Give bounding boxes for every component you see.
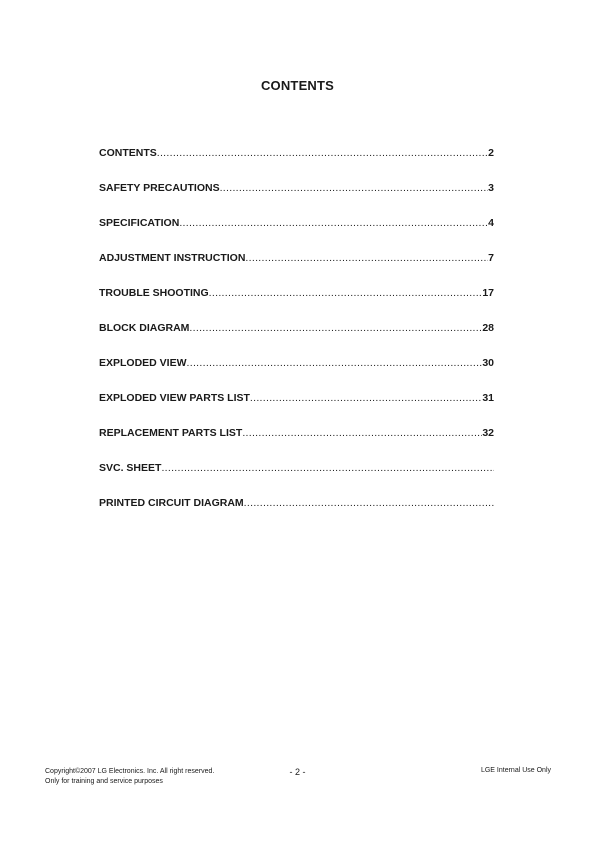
toc-entry-label: EXPLODED VIEW PARTS LIST (99, 392, 250, 404)
toc-entry-page: 4 (488, 217, 494, 229)
footer-copyright: Copyright©2007 LG Electronics. Inc. All right reserved. (45, 768, 215, 775)
page-title: CONTENTS (260, 78, 335, 93)
toc-entry-adjustment-instruction[interactable] (99, 252, 494, 287)
toc-entry-label: ADJUSTMENT INSTRUCTION (99, 252, 246, 264)
toc-dot-leader (245, 252, 488, 264)
toc-entry-exploded-view-parts-list[interactable] (99, 392, 494, 427)
toc-entry-page: 7 (488, 252, 494, 264)
toc-entry-label: SVC. SHEET (99, 462, 162, 474)
toc-entry-label: REPLACEMENT PARTS LIST (99, 427, 243, 439)
toc-entry-label: EXPLODED VIEW (99, 357, 187, 369)
toc-dot-leader (179, 217, 488, 229)
toc-entry-safety-precautions[interactable] (99, 182, 494, 217)
toc-entry-page: 31 (482, 392, 494, 404)
toc-entry-page: 17 (482, 287, 494, 299)
table-of-contents (99, 147, 494, 532)
toc-entry-specification[interactable] (99, 217, 494, 252)
toc-dot-leader (161, 462, 494, 474)
toc-entry-page: 2 (488, 147, 494, 159)
toc-dot-leader (250, 392, 482, 404)
toc-entry-label: CONTENTS (99, 147, 157, 159)
toc-entry-label: BLOCK DIAGRAM (99, 322, 190, 334)
toc-dot-leader (189, 322, 482, 334)
toc-entry-label: SAFETY PRECAUTIONS (99, 182, 220, 194)
toc-entry-page: 30 (482, 357, 494, 369)
toc-entry-svc-sheet[interactable] (99, 462, 494, 497)
toc-dot-leader (242, 427, 482, 439)
toc-dot-leader (209, 287, 483, 299)
toc-entry-printed-circuit-diagram[interactable] (99, 497, 494, 532)
toc-entry-page: 28 (482, 322, 494, 334)
toc-entry-label: PRINTED CIRCUIT DIAGRAM (99, 497, 244, 509)
toc-entry-page: 32 (482, 427, 494, 439)
toc-entry-contents[interactable] (99, 147, 494, 182)
toc-entry-trouble-shooting[interactable] (99, 287, 494, 322)
footer-usage-note: Only for training and service purposes (45, 778, 163, 785)
toc-dot-leader (187, 357, 483, 369)
toc-entry-block-diagram[interactable] (99, 322, 494, 357)
footer-page-number: - 2 - (289, 767, 306, 777)
toc-entry-page: 3 (488, 182, 494, 194)
toc-entry-exploded-view[interactable] (99, 357, 494, 392)
toc-entry-label: TROUBLE SHOOTING (99, 287, 209, 299)
footer-classification: LGE Internal Use Only (480, 767, 551, 774)
toc-dot-leader (244, 497, 494, 509)
toc-entry-replacement-parts-list[interactable] (99, 427, 494, 462)
toc-dot-leader (220, 182, 489, 194)
toc-entry-label: SPECIFICATION (99, 217, 180, 229)
toc-dot-leader (157, 147, 488, 159)
